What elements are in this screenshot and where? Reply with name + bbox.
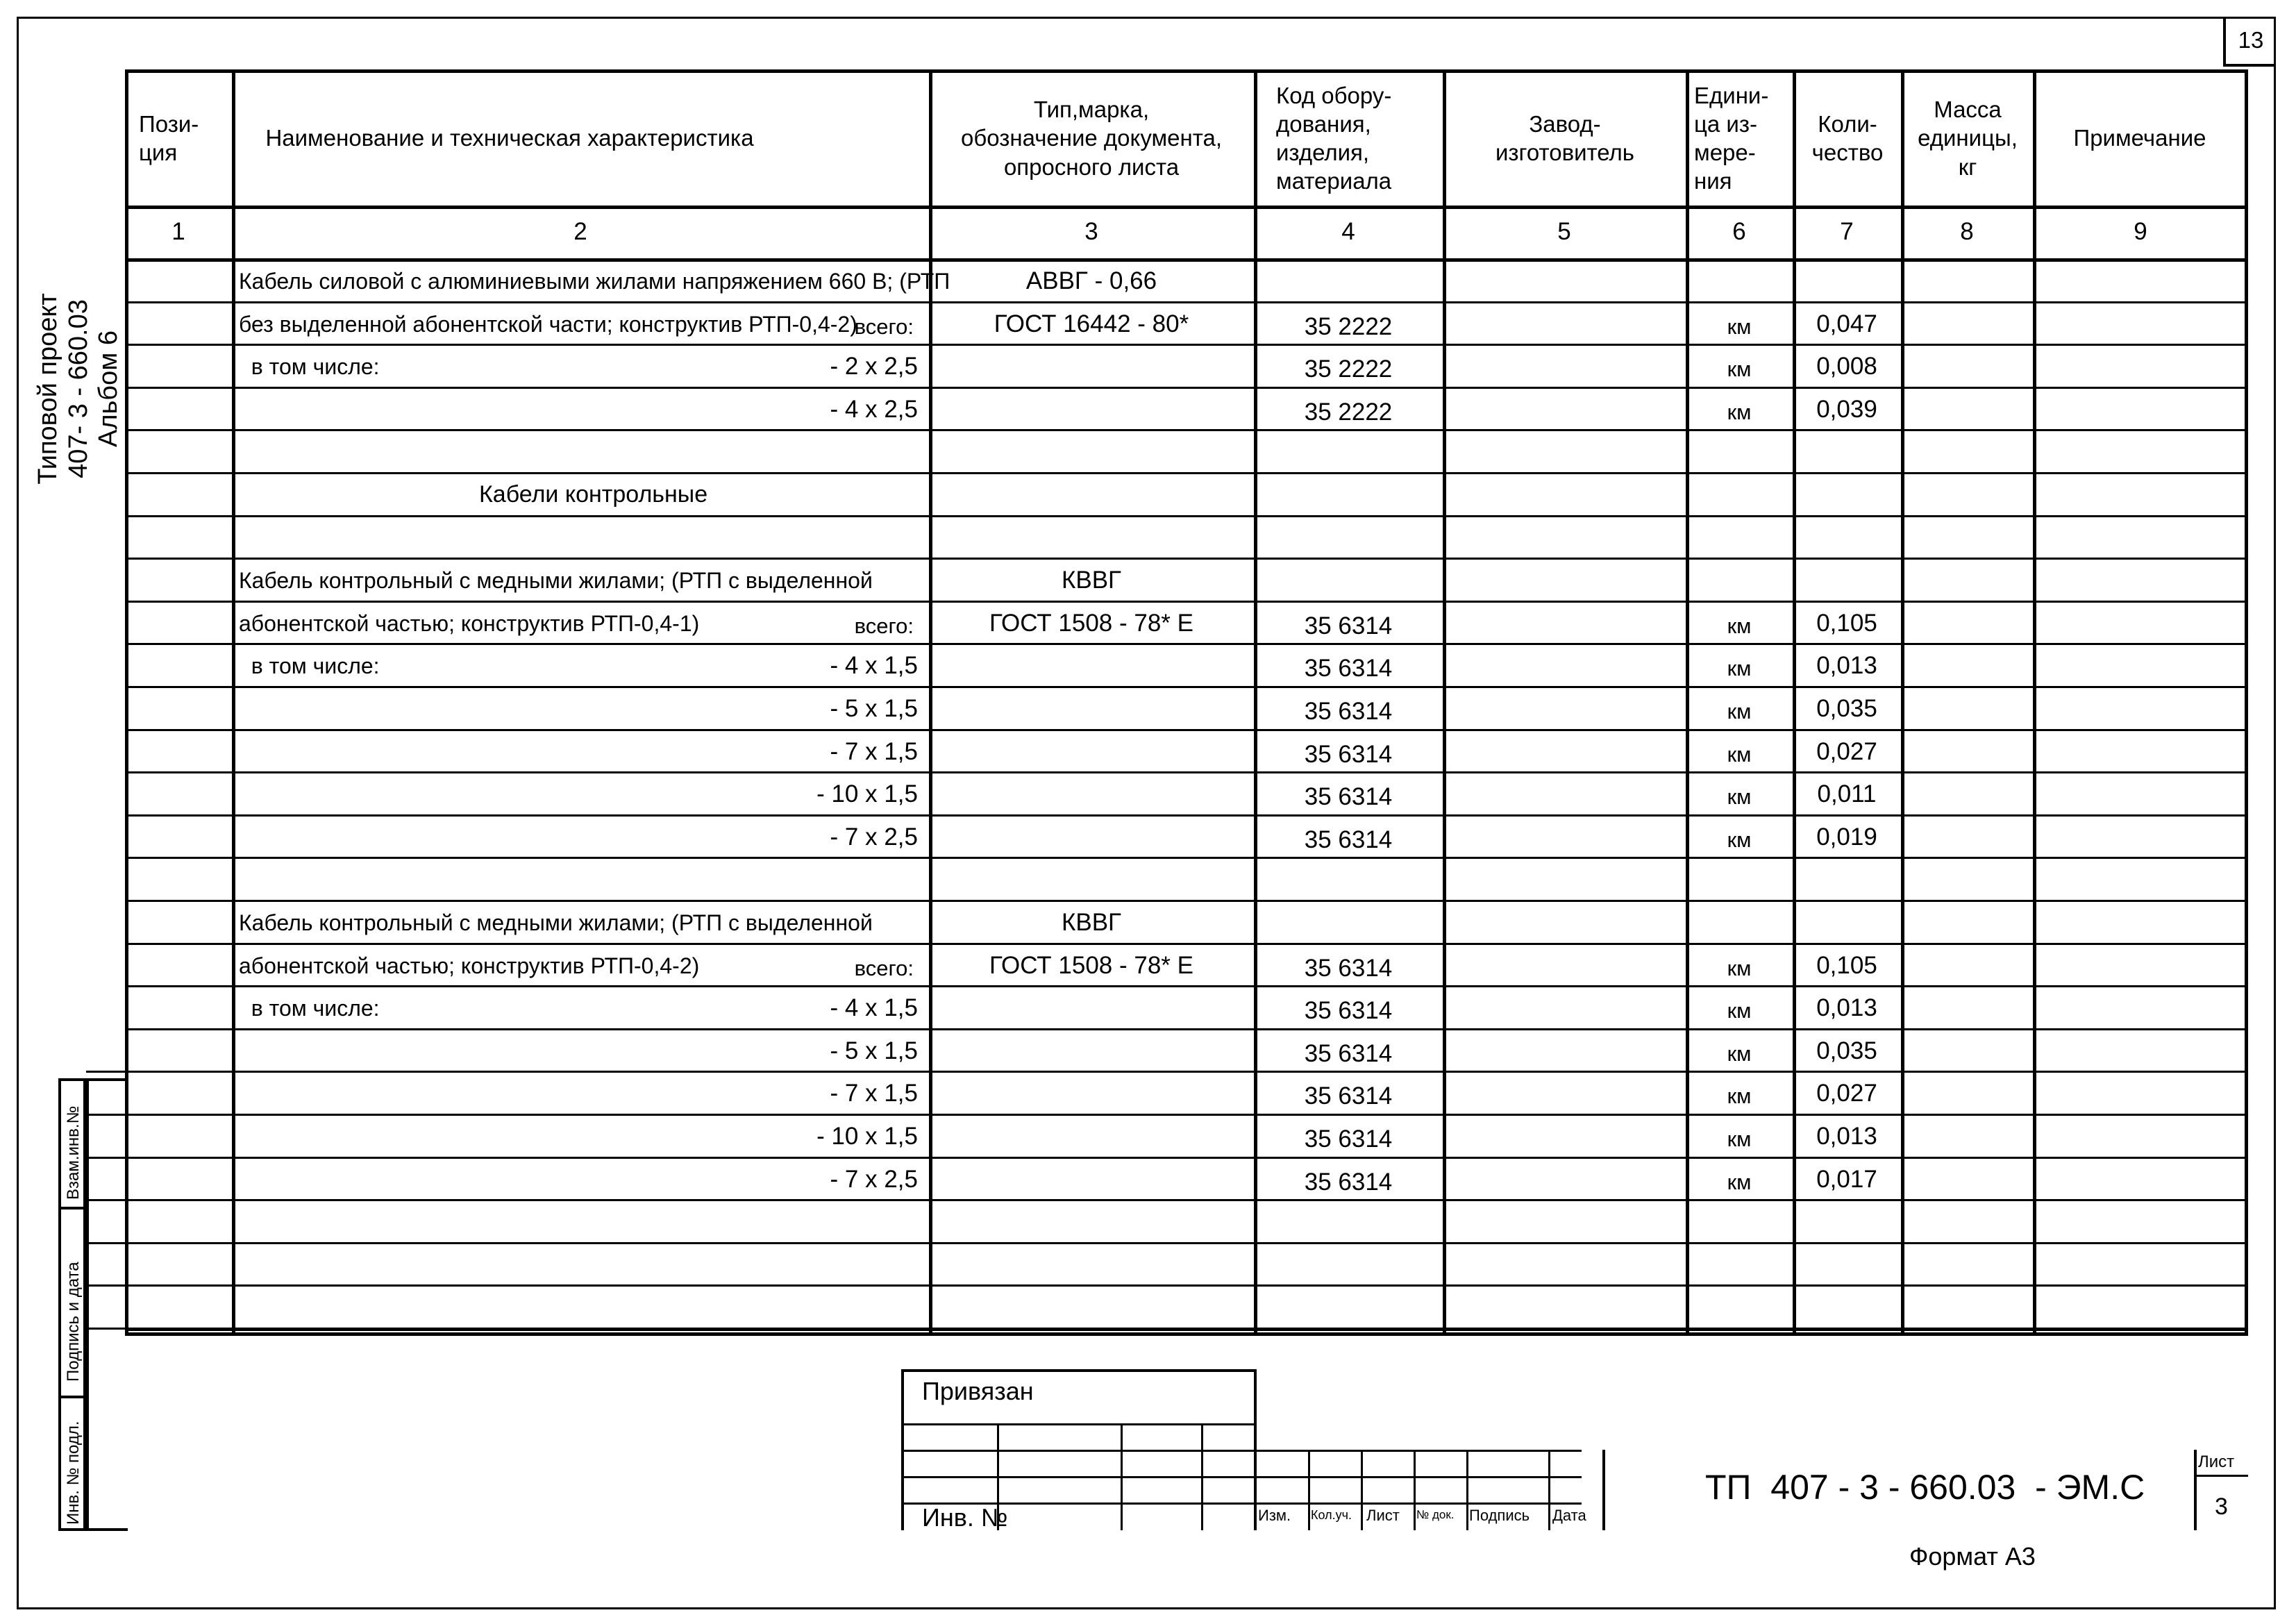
row-cross-section: - 7 х 1,5 xyxy=(830,737,918,765)
stamp-label-data: Дата xyxy=(1552,1507,1586,1524)
header-name: Наименование и техническая характеристика xyxy=(265,125,754,151)
row-divider xyxy=(125,472,2248,474)
numbers-divider xyxy=(125,258,2248,262)
stamp-sheet-value: 3 xyxy=(2215,1493,2228,1520)
row-name: в том числе: xyxy=(239,354,380,380)
row-divider xyxy=(125,1114,2248,1116)
row-divider xyxy=(125,601,2248,603)
side-title xyxy=(33,236,124,542)
side-title-line1: Типовой проект xyxy=(33,293,62,485)
header-type: Тип,марка, обозначение документа, опросного листа xyxy=(960,97,1223,180)
row-divider xyxy=(125,387,2248,389)
row-type: КВВГ xyxy=(1061,567,1122,594)
row-code: 35 6314 xyxy=(1304,783,1393,811)
header-qty: Коли- чество xyxy=(1811,110,1884,165)
row-qty: 0,035 xyxy=(1816,1037,1877,1064)
row-code: 35 6314 xyxy=(1304,1039,1393,1067)
row-unit: км xyxy=(1727,1127,1752,1151)
column-number: 7 xyxy=(1840,218,1854,245)
column-number: 1 xyxy=(171,218,185,245)
row-code: 35 6314 xyxy=(1304,698,1393,725)
stamp-privyazan: Привязан xyxy=(922,1377,1034,1405)
strip-divider xyxy=(86,1157,128,1159)
row-divider xyxy=(125,1071,2248,1073)
stamp-label-ndok: № док. xyxy=(1416,1508,1455,1521)
row-name: без выделенной абонентской части; конструктив РТП-0,4-2) xyxy=(239,311,857,337)
row-cross-section: - 7 х 2,5 xyxy=(830,1165,918,1193)
row-divider xyxy=(125,771,2248,773)
row-code: 35 2222 xyxy=(1304,312,1393,340)
row-unit: км xyxy=(1727,613,1752,638)
row-cross-section: - 4 х 1,5 xyxy=(830,994,918,1022)
row-cross-section: - 2 х 2,5 xyxy=(830,353,918,380)
column-number: 2 xyxy=(573,218,587,245)
row-qty: 0,105 xyxy=(1816,609,1877,637)
row-qty: 0,011 xyxy=(1817,780,1877,808)
row-code: 35 6314 xyxy=(1304,1082,1393,1110)
row-total-label: всего: xyxy=(854,314,914,339)
row-qty: 0,008 xyxy=(1816,353,1877,380)
row-divider xyxy=(125,301,2248,303)
stamp-label-kolu: Кол.уч. xyxy=(1311,1508,1352,1522)
side-field-inv: Инв. № подл. xyxy=(64,1421,83,1525)
row-divider xyxy=(125,1028,2248,1030)
paper-format: Формат А3 xyxy=(1909,1542,2036,1571)
strip-divider xyxy=(86,1199,128,1201)
strip-divider xyxy=(86,1284,128,1287)
row-divider xyxy=(125,344,2248,346)
row-qty: 0,017 xyxy=(1816,1165,1877,1193)
stamp-designation: ТП 407 - 3 - 660.03 - ЭМ.С xyxy=(1705,1468,2145,1507)
header-note: Примечание xyxy=(2073,125,2206,151)
row-divider xyxy=(125,1242,2248,1244)
strip-divider xyxy=(86,1071,128,1073)
stamp-label-izm: Изм. xyxy=(1258,1507,1291,1524)
row-name: Кабель контрольный с медными жилами; (РТП с выделенной xyxy=(239,910,873,935)
row-total-label: всего: xyxy=(854,955,914,980)
row-code: 35 2222 xyxy=(1304,355,1393,383)
row-type: ГОСТ 1508 - 78* Е xyxy=(989,951,1193,979)
row-cross-section: - 10 х 1,5 xyxy=(816,1123,918,1150)
column-number: 3 xyxy=(1084,218,1098,245)
row-type: АВВГ - 0,66 xyxy=(1025,267,1157,294)
row-unit: км xyxy=(1727,785,1752,810)
row-name: в том числе: xyxy=(239,653,380,679)
row-cross-section: - 10 х 1,5 xyxy=(816,780,918,808)
row-code: 35 6314 xyxy=(1304,1168,1393,1196)
row-unit: км xyxy=(1727,314,1752,339)
row-divider xyxy=(125,729,2248,731)
row-cross-section: - 4 х 2,5 xyxy=(830,395,918,423)
column-number: 4 xyxy=(1341,218,1355,245)
row-divider xyxy=(125,1157,2248,1159)
side-title-line3: Альбом 6 xyxy=(94,330,124,448)
row-code: 35 6314 xyxy=(1304,997,1393,1025)
row-cross-section: - 7 х 2,5 xyxy=(830,823,918,851)
row-unit: км xyxy=(1727,1041,1752,1066)
row-cross-section: - 7 х 1,5 xyxy=(830,1080,918,1107)
row-unit: км xyxy=(1727,742,1752,767)
header-position: Пози- ция xyxy=(139,110,199,165)
row-unit: км xyxy=(1727,955,1752,980)
strip-divider xyxy=(86,1242,128,1244)
row-divider xyxy=(125,943,2248,945)
header-unit: Едини- ца из- мере- ния xyxy=(1694,82,1769,194)
side-field-podpis: Подпись и дата xyxy=(64,1262,83,1382)
row-unit: км xyxy=(1727,399,1752,424)
stamp-inv-no: Инв. № xyxy=(922,1503,1008,1532)
row-total-label: всего: xyxy=(854,613,914,638)
row-divider xyxy=(125,429,2248,431)
row-code: 35 6314 xyxy=(1304,612,1393,639)
row-code: 35 6314 xyxy=(1304,1125,1393,1153)
row-divider xyxy=(125,814,2248,817)
row-code: 35 2222 xyxy=(1304,398,1393,426)
row-type: ГОСТ 16442 - 80* xyxy=(994,310,1189,337)
row-unit: км xyxy=(1727,656,1752,681)
row-qty: 0,013 xyxy=(1816,1123,1877,1150)
row-cross-section: - 5 х 1,5 xyxy=(830,1037,918,1064)
row-qty: 0,105 xyxy=(1816,951,1877,979)
column-number: 6 xyxy=(1732,218,1746,245)
row-divider xyxy=(125,985,2248,987)
row-unit: км xyxy=(1727,1169,1752,1194)
row-cross-section: - 5 х 1,5 xyxy=(830,695,918,722)
row-name: абонентской частью; конструктив РТП-0,4-2) xyxy=(239,953,700,978)
row-divider xyxy=(125,900,2248,902)
side-title-line2: 407- 3 - 660.03 xyxy=(63,299,93,478)
row-type: ГОСТ 1508 - 78* Е xyxy=(989,609,1193,637)
row-divider xyxy=(125,643,2248,645)
strip-divider xyxy=(86,1114,128,1116)
row-name: абонентской частью; конструктив РТП-0,4-1) xyxy=(239,610,700,636)
row-divider xyxy=(125,1284,2248,1287)
row-name: Кабель силовой с алюминиевыми жилами напряжением 660 В; (РТП xyxy=(239,269,950,294)
row-divider xyxy=(125,686,2248,688)
row-qty: 0,039 xyxy=(1816,395,1877,423)
row-code: 35 6314 xyxy=(1304,826,1393,853)
sheet-number-top: 13 xyxy=(2223,17,2276,67)
row-qty: 0,019 xyxy=(1816,823,1877,851)
row-code: 35 6314 xyxy=(1304,954,1393,982)
row-unit: км xyxy=(1727,1084,1752,1109)
stamp-label-podpis: Подпись xyxy=(1469,1507,1530,1524)
row-divider xyxy=(125,1199,2248,1201)
row-qty: 0,047 xyxy=(1816,310,1877,337)
row-name: в том числе: xyxy=(239,996,380,1021)
column-number: 5 xyxy=(1557,218,1571,245)
row-cross-section: - 4 х 1,5 xyxy=(830,652,918,680)
header-mass: Масса единицы, кг xyxy=(1918,97,2018,180)
row-unit: км xyxy=(1727,827,1752,852)
row-name: Кабель контрольный с медными жилами; (РТП с выделенной xyxy=(239,568,873,594)
row-type: КВВГ xyxy=(1061,909,1122,936)
strip-divider xyxy=(86,1328,128,1330)
row-unit: км xyxy=(1727,998,1752,1023)
row-code: 35 6314 xyxy=(1304,655,1393,683)
row-qty: 0,027 xyxy=(1816,737,1877,765)
stamp-label-list: Лист xyxy=(1366,1507,1400,1524)
header-manufacturer: Завод- изготовитель xyxy=(1495,110,1634,165)
row-divider xyxy=(125,515,2248,517)
stamp-sheet-label: Лист xyxy=(2198,1453,2235,1471)
column-number: 8 xyxy=(1960,218,1974,245)
row-unit: км xyxy=(1727,699,1752,723)
row-code: 35 6314 xyxy=(1304,740,1393,768)
row-unit: км xyxy=(1727,357,1752,382)
row-qty: 0,027 xyxy=(1816,1080,1877,1107)
row-qty: 0,035 xyxy=(1816,695,1877,722)
table-left-strip xyxy=(86,1078,128,1531)
row-qty: 0,013 xyxy=(1816,652,1877,680)
section-title: Кабели контрольные xyxy=(479,481,708,508)
side-field-vzam: Взам.инв.№ xyxy=(64,1105,83,1200)
row-divider xyxy=(125,857,2248,859)
header-code: Код обору- дования, изделия, материала xyxy=(1276,82,1392,194)
row-divider xyxy=(125,1328,2248,1331)
row-qty: 0,013 xyxy=(1816,994,1877,1022)
row-divider xyxy=(125,558,2248,560)
column-number: 9 xyxy=(2134,218,2147,245)
